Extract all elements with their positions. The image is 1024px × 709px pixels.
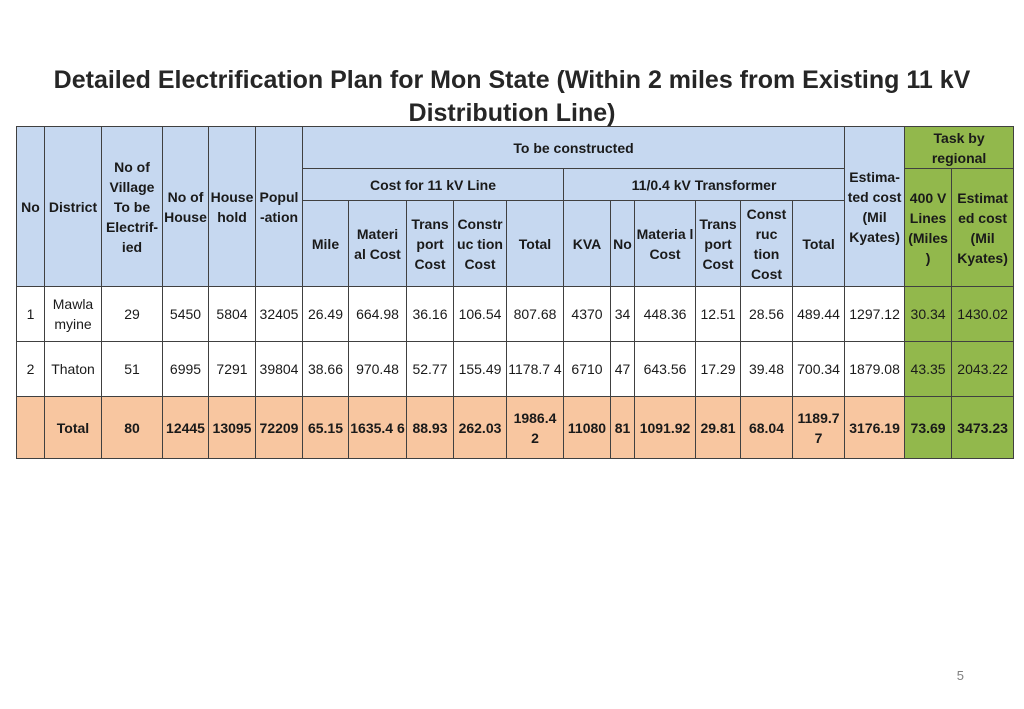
- cell-transformer-material: 643.56: [635, 342, 696, 397]
- total-estimated-cost: 3176.19: [845, 397, 905, 459]
- header-transformer-material-cost: Materia l Cost: [635, 201, 696, 287]
- header-estimated-cost: Estima-ted cost (Mil Kyates): [845, 127, 905, 287]
- cell-district: Thaton: [45, 342, 102, 397]
- cell-regional-cost: 1430.02: [952, 287, 1014, 342]
- total-transformer-no: 81: [611, 397, 635, 459]
- header-household: House hold: [209, 127, 256, 287]
- header-to-be-constructed: To be constructed: [303, 127, 845, 169]
- total-line-transport: 88.93: [407, 397, 454, 459]
- header-transformer: 11/0.4 kV Transformer: [564, 169, 845, 201]
- header-line-construction-cost: Constr uc tion Cost: [454, 201, 507, 287]
- total-villages: 80: [102, 397, 163, 459]
- header-regional-estimated-cost: Estimat ed cost (Mil Kyates): [952, 169, 1014, 287]
- cell-transformer-total: 700.34: [793, 342, 845, 397]
- header-mile: Mile: [303, 201, 349, 287]
- header-transformer-construction-cost: Const ruc tion Cost: [741, 201, 793, 287]
- header-kva: KVA: [564, 201, 611, 287]
- cell-400v-lines: 30.34: [905, 287, 952, 342]
- header-transformer-no: No: [611, 201, 635, 287]
- cell-population: 32405: [256, 287, 303, 342]
- cell-transformer-total: 489.44: [793, 287, 845, 342]
- total-400v-lines: 73.69: [905, 397, 952, 459]
- cell-regional-cost: 2043.22: [952, 342, 1014, 397]
- total-line-construction: 262.03: [454, 397, 507, 459]
- total-transformer-transport: 29.81: [696, 397, 741, 459]
- cell-villages: 51: [102, 342, 163, 397]
- cell-transformer-construction: 39.48: [741, 342, 793, 397]
- electrification-plan-table: [16, 126, 1014, 459]
- slide-title: Detailed Electrification Plan for Mon State (Within 2 miles from Existing 11 kV Distribution Line): [53, 66, 971, 127]
- total-line-material: 1635.4 6: [349, 397, 407, 459]
- total-household: 13095: [209, 397, 256, 459]
- cell-mile: 38.66: [303, 342, 349, 397]
- cell-kva: 4370: [564, 287, 611, 342]
- total-regional-cost: 3473.23: [952, 397, 1014, 459]
- table-row: [17, 342, 1014, 397]
- cell-district: Mawla myine: [45, 287, 102, 342]
- table-row: [17, 287, 1014, 342]
- total-transformer-total: 1189.7 7: [793, 397, 845, 459]
- cell-transformer-no: 47: [611, 342, 635, 397]
- total-kva: 11080: [564, 397, 611, 459]
- page-number: 5: [956, 668, 964, 683]
- total-label: Total: [45, 397, 102, 459]
- total-transformer-construction: 68.04: [741, 397, 793, 459]
- header-400v-lines: 400 V Lines (Miles ): [905, 169, 952, 287]
- cell-line-construction: 155.49: [454, 342, 507, 397]
- header-line-transport-cost: Trans port Cost: [407, 201, 454, 287]
- total-transformer-material: 1091.92: [635, 397, 696, 459]
- cell-line-transport: 52.77: [407, 342, 454, 397]
- cell-line-transport: 36.16: [407, 287, 454, 342]
- total-mile: 65.15: [303, 397, 349, 459]
- total-line-total: 1986.4 2: [507, 397, 564, 459]
- cell-household: 5804: [209, 287, 256, 342]
- cell-mile: 26.49: [303, 287, 349, 342]
- header-population: Popul -ation: [256, 127, 303, 287]
- cell-no: 1: [17, 287, 45, 342]
- cell-transformer-construction: 28.56: [741, 287, 793, 342]
- total-row: [17, 397, 1014, 459]
- cell-transformer-no: 34: [611, 287, 635, 342]
- cell-kva: 6710: [564, 342, 611, 397]
- header-house: No of House: [163, 127, 209, 287]
- total-population: 72209: [256, 397, 303, 459]
- total-no: [17, 397, 45, 459]
- cell-estimated-cost: 1879.08: [845, 342, 905, 397]
- cell-household: 7291: [209, 342, 256, 397]
- cell-line-material: 664.98: [349, 287, 407, 342]
- cell-line-total: 1178.7 4: [507, 342, 564, 397]
- cell-transformer-transport: 17.29: [696, 342, 741, 397]
- cell-population: 39804: [256, 342, 303, 397]
- header-transformer-total: Total: [793, 201, 845, 287]
- header-district: District: [45, 127, 102, 287]
- cell-400v-lines: 43.35: [905, 342, 952, 397]
- cell-villages: 29: [102, 287, 163, 342]
- header-cost-11kv-line: Cost for 11 kV Line: [303, 169, 564, 201]
- header-villages: No of Village To be Electrif-ied: [102, 127, 163, 287]
- cell-line-construction: 106.54: [454, 287, 507, 342]
- cell-transformer-transport: 12.51: [696, 287, 741, 342]
- header-no: No: [17, 127, 45, 287]
- header-line-material-cost: Materi al Cost: [349, 201, 407, 287]
- cell-line-total: 807.68: [507, 287, 564, 342]
- cell-house: 6995: [163, 342, 209, 397]
- cell-estimated-cost: 1297.12: [845, 287, 905, 342]
- cell-no: 2: [17, 342, 45, 397]
- cell-line-material: 970.48: [349, 342, 407, 397]
- header-transformer-transport-cost: Trans port Cost: [696, 201, 741, 287]
- cell-transformer-material: 448.36: [635, 287, 696, 342]
- total-house: 12445: [163, 397, 209, 459]
- header-task-by-regional: Task by regional: [905, 127, 1014, 169]
- cell-house: 5450: [163, 287, 209, 342]
- header-line-total: Total: [507, 201, 564, 287]
